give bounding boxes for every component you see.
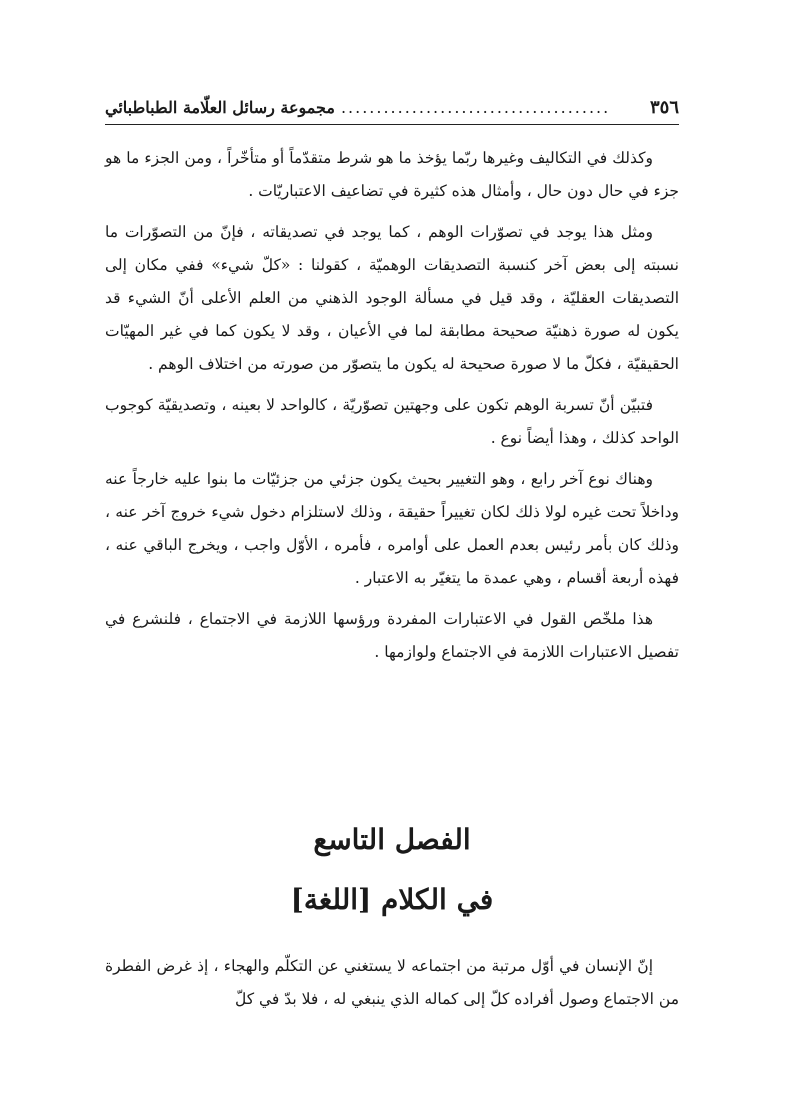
book-title: مجموعة رسائل العلّامة الطباطبائي — [105, 97, 335, 117]
body-text — [105, 142, 679, 677]
header-leader-dots: ...................................... — [340, 97, 611, 117]
header-divider — [105, 124, 679, 125]
chapter-opening-text — [105, 950, 679, 1016]
paragraph-4: وهناك نوع آخر رابع ، وهو التغيير بحيث يكون جزئي من جزئيّات ما بنوا عليه خارجاً عنه وداخلاً تحت غيره لولا ذلك لكان تغييراً حقيقة ، وذلك لاستلزام دخول شيء خروج آخر عنه ، وذلك كان بأمر رئيس بعدم العمل على أوامره ، فأمره ، الأوّل واجب ، ويخرج الباقي عنه ، فهذه أربعة أقسام ، وهي عمدة ما يتغيّر به الاعتبار . — [105, 470, 679, 587]
chapter-paragraph-1: إنّ الإنسان في أوّل مرتبة من اجتماعه لا يستغني عن التكلّم والهجاء ، إذ غرض الفطرة من الاجتماع وصول أفراده كلّ إلى كماله الذي ينبغي له ، فلا بدّ في كلّ — [105, 957, 679, 1008]
paragraph-2: ومثل هذا يوجد في تصوّرات الوهم ، كما يوجد في تصديقاته ، فإنّ من التصوّرات ما نسبته إلى بعض آخر كنسبة التصديقات الوهميّة ، كقولنا : «كلّ شيء» ففي مكان إلى التصديقات العقليّة ، وقد قيل في مسألة الوجود الذهني من العلم الأعلى أنّ الشيء قد يكون له صورة ذهنيّة صحيحة مطابقة لما في الأعيان ، وقد لا يكون كما في غير المهيّات الحقيقيّة ، فكلّ ما لا صورة صحيحة له يكون ما يتصوّر من صورته من اختلاف الوهم . — [105, 223, 679, 373]
paragraph-5: هذا ملخّص القول في الاعتبارات المفردة ورؤسها اللازمة في الاجتماع ، فلنشرع في تفصيل الاعتبارات اللازمة في الاجتماع ولوازمها . — [105, 610, 679, 661]
paragraph-1: وكذلك في التكاليف وغيرها ربّما يؤخذ ما هو شرط متقدّماً أو متأخّراً ، ومن الجزء ما هو جزء في حال دون حال ، وأمثال هذه كثيرة في تضاعيف الاعتباريّات . — [105, 149, 679, 200]
running-header — [105, 92, 679, 122]
page-number: ٣٥٦ — [649, 96, 679, 118]
chapter-title: الفصل التاسع — [313, 823, 471, 856]
chapter-subtitle: في الكلام [اللغة] — [290, 883, 494, 916]
paragraph-3: فتبيّن أنّ تسربة الوهم تكون على وجهتين تصوّريّة ، كالواحد لا بعينه ، وتصديقيّة كوجوب الواحد كذلك ، وهذا أيضاً نوع . — [105, 396, 679, 447]
